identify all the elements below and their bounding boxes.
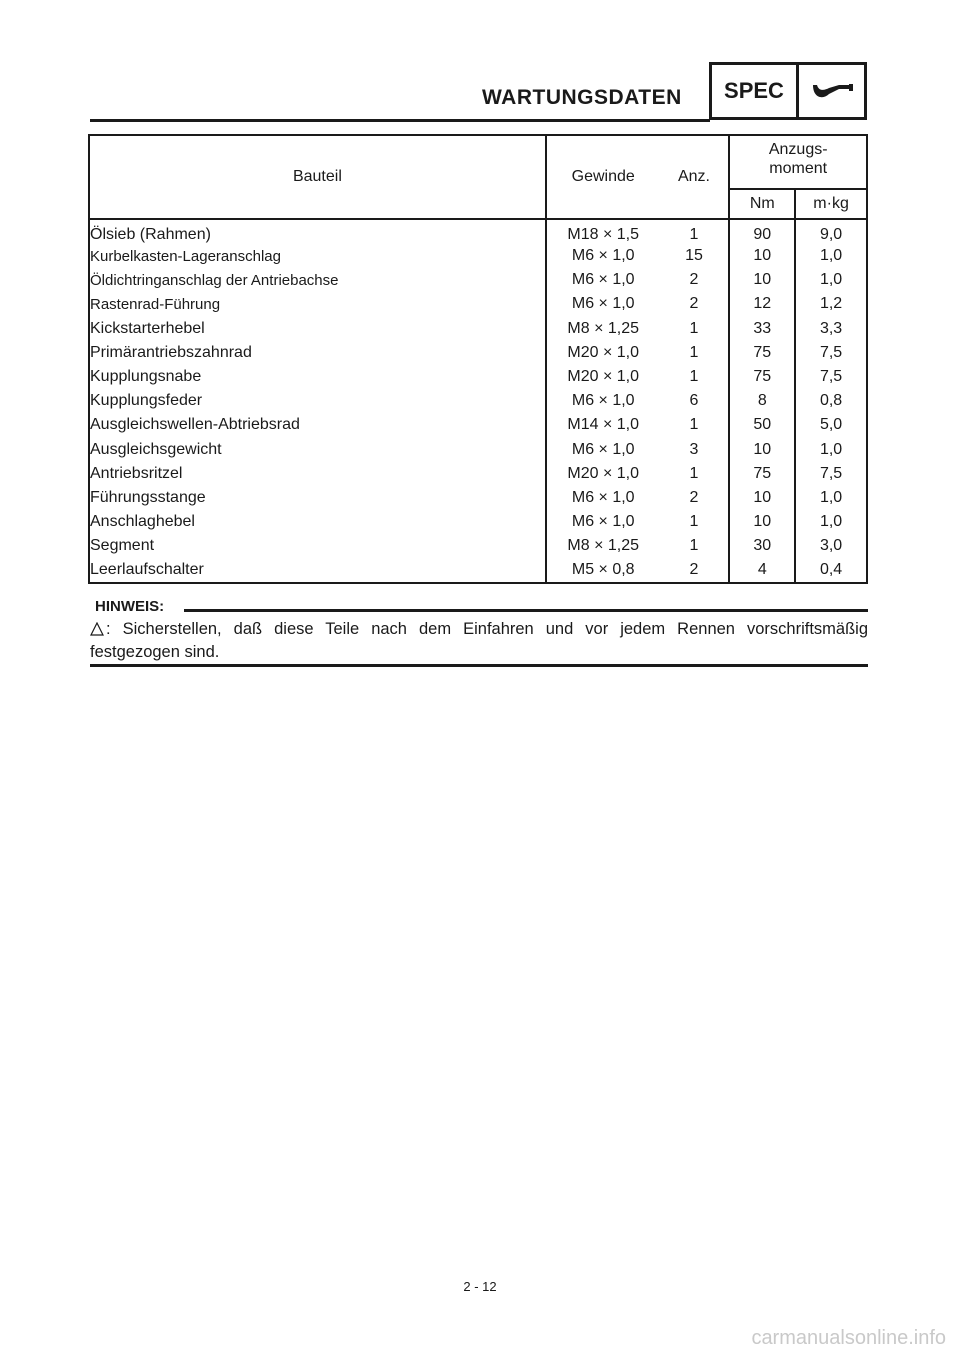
cell-mkg: 5,0 [795,413,867,437]
cell-gewinde: M8 × 1,25 [546,317,660,341]
cell-anz: 1 [689,537,699,555]
cell-bauteil: Rastenrad-Führung [89,292,546,316]
cell-anz: 1 [689,368,699,386]
cell-nm: 10 [729,486,795,510]
header-anz: Anz. [660,135,730,219]
cell-bauteil: Kupplungsfeder [89,389,546,413]
cell-bauteil: Kurbelkasten-Lageranschlag [89,244,546,268]
cell-nm: 10 [729,438,795,462]
cell-mkg: 1,0 [795,438,867,462]
cell-bauteil: Primärantriebszahnrad [89,341,546,365]
cell-gewinde: M5 × 0,8 [546,558,660,582]
table-row [89,486,867,510]
cell-gewinde: M8 × 1,25 [546,534,660,558]
header-nm: Nm [729,189,795,219]
cell-bauteil: Anschlaghebel [89,510,546,534]
note-text [90,618,868,664]
header-anzugs: Anzugs- [768,141,828,158]
cell-mkg: 7,5 [795,462,867,486]
table-row [89,510,867,534]
header-moment: moment [769,160,828,177]
header-bauteil: Bauteil [89,135,546,219]
note-rule-top [184,609,868,612]
cell-mkg: 1,2 [795,292,867,316]
cell-nm: 75 [729,365,795,389]
spec-badge [709,62,867,120]
cell-anz: 2 [689,271,699,289]
wrench-icon [799,65,864,117]
cell-bauteil: Ölsieb (Rahmen) [89,219,546,244]
cell-gewinde: M6 × 1,0 [546,244,660,268]
cell-gewinde: M6 × 1,0 [546,268,660,292]
cell-anz: 6 [689,392,699,410]
table-row [89,292,867,316]
torque-table [88,134,868,584]
table-row [89,413,867,437]
cell-nm: 12 [729,292,795,316]
header-mkg: m·kg [795,189,867,219]
table-row [89,268,867,292]
table-row [89,365,867,389]
table-row [89,534,867,558]
table-row [89,389,867,413]
cell-gewinde: M14 × 1,0 [546,413,660,437]
header-rule [90,119,710,122]
cell-gewinde: M6 × 1,0 [546,510,660,534]
table-row [89,341,867,365]
cell-anz: 2 [689,295,699,313]
triangle-icon [90,622,104,636]
cell-nm: 10 [729,244,795,268]
table-row [89,317,867,341]
cell-anz: 15 [685,247,703,265]
header-anzugsmoment [729,135,867,189]
watermark-site: carmanualsonline.info [751,1327,946,1349]
cell-gewinde: M20 × 1,0 [546,341,660,365]
page-title: WARTUNGSDATEN [482,86,682,109]
cell-nm: 50 [729,413,795,437]
cell-gewinde: M6 × 1,0 [546,292,660,316]
note-body: : Sicherstellen, daß diese Teile nach dem Einfahren und vor jedem Rennen vorschriftsmäßig festgezogen sind. [90,620,868,661]
cell-bauteil: Führungsstange [89,486,546,510]
cell-mkg: 0,4 [795,558,867,582]
cell-gewinde: M6 × 1,0 [546,486,660,510]
cell-bauteil: Leerlaufschalter [89,558,546,582]
cell-bauteil: Segment [89,534,546,558]
cell-bauteil: Kickstarterhebel [89,317,546,341]
cell-nm: 10 [729,268,795,292]
cell-bauteil: Antriebsritzel [89,462,546,486]
cell-anz: 1 [689,319,699,337]
cell-nm: 75 [729,462,795,486]
cell-nm: 90 [729,219,795,244]
header-gewinde: Gewinde [546,135,660,219]
cell-gewinde: M20 × 1,0 [546,462,660,486]
cell-anz: 1 [689,464,699,482]
cell-nm: 33 [729,317,795,341]
cell-mkg: 9,0 [795,219,867,244]
cell-anz: 3 [689,440,699,458]
cell-nm: 75 [729,341,795,365]
note-rule-bottom [90,664,868,667]
cell-mkg: 1,0 [795,510,867,534]
cell-mkg: 7,5 [795,365,867,389]
note-label: HINWEIS: [95,598,165,615]
cell-mkg: 7,5 [795,341,867,365]
cell-anz: 2 [660,558,730,582]
cell-bauteil: Kupplungsnabe [89,365,546,389]
cell-anz: 2 [689,488,699,506]
cell-gewinde: M6 × 1,0 [546,438,660,462]
cell-mkg: 0,8 [795,389,867,413]
table-row [89,219,867,244]
table-row [89,244,867,268]
cell-bauteil: Öldichtringanschlag der Antriebachse [89,268,546,292]
cell-anz: 1 [689,416,699,434]
cell-bauteil: Ausgleichsgewicht [89,438,546,462]
cell-gewinde: M6 × 1,0 [546,389,660,413]
cell-nm: 8 [729,389,795,413]
cell-anz: 1 [689,343,699,361]
cell-mkg: 1,0 [795,244,867,268]
spec-label: SPEC [712,65,799,117]
cell-bauteil: Ausgleichswellen-Abtriebsrad [89,413,546,437]
cell-anz: 1 [689,513,699,531]
table-row [89,462,867,486]
cell-mkg: 1,0 [795,486,867,510]
cell-mkg: 3,3 [795,317,867,341]
cell-gewinde: M18 × 1,5 [546,219,660,244]
cell-nm: 10 [729,510,795,534]
table-row [89,558,867,582]
cell-gewinde: M20 × 1,0 [546,365,660,389]
page-number: 2 - 12 [463,1279,497,1294]
cell-nm: 4 [729,558,795,582]
cell-nm: 30 [729,534,795,558]
cell-mkg: 1,0 [795,268,867,292]
cell-mkg: 3,0 [795,534,867,558]
cell-anz: 1 [689,226,699,243]
table-row [89,438,867,462]
